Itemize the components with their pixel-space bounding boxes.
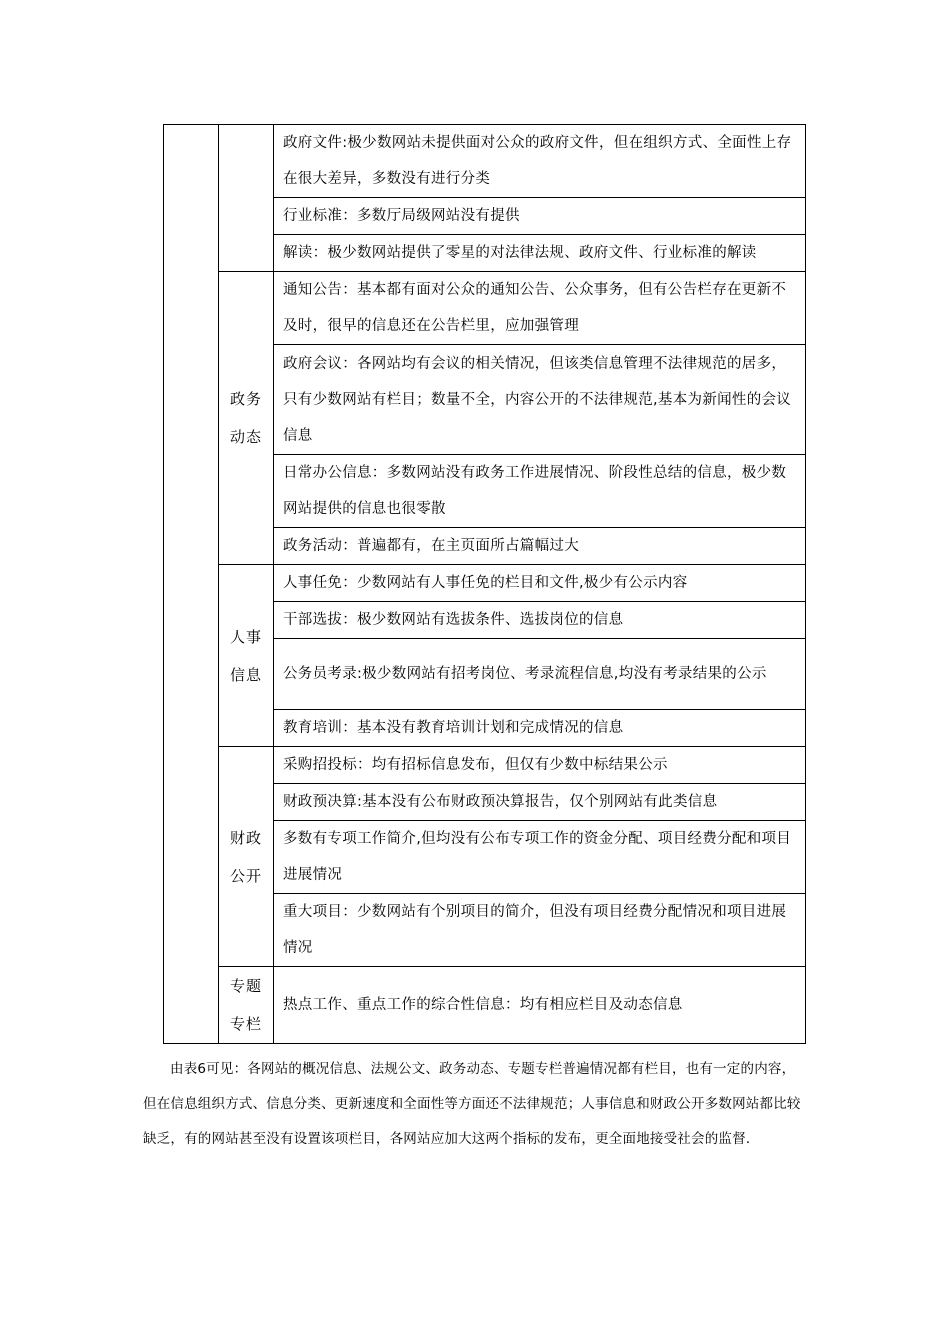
content-cell xyxy=(274,639,806,710)
content-text: 政务活动：普遍都有，在主页面所占篇幅过大 xyxy=(283,538,579,554)
category-cell xyxy=(219,967,274,1044)
content-text: 重大项目：少数网站有个别项目的简介，但没有项目经费分配情况和项目进展情况 xyxy=(283,904,787,956)
content-text: 政府会议：各网站均有会议的相关情况，但该类信息管理不法律规范的居多，只有少数网站有栏目；数量不全，内容公开的不法律规范,基本为新闻性的会议信息 xyxy=(283,355,792,444)
category-label: 专题专栏 xyxy=(229,977,262,1033)
content-text: 解读：极少数网站提供了零星的对法律法规、政府文件、行业标准的解读 xyxy=(283,245,757,261)
content-text: 采购招投标：均有招标信息发布，但仅有少数中标结果公示 xyxy=(283,757,668,773)
content-text: 人事任免：少数网站有人事任免的栏目和文件,极少有公示内容 xyxy=(283,575,688,591)
content-text: 干部选拔：极少数网站有选拔条件、选拔岗位的信息 xyxy=(283,612,624,628)
content-cell xyxy=(274,747,806,784)
category-cell xyxy=(219,272,274,565)
content-cell xyxy=(274,894,806,967)
content-cell xyxy=(274,345,806,455)
category-label: 财政公开 xyxy=(229,828,262,885)
content-text: 日常办公信息：多数网站没有政务工作进展情况、阶段性总结的信息，极少数网站提供的信息也很零散 xyxy=(283,465,787,517)
outer-category-cell xyxy=(164,125,219,1044)
evaluation-table xyxy=(163,124,806,1044)
content-text: 热点工作、重点工作的综合性信息：均有相应栏目及动态信息 xyxy=(283,997,683,1013)
table-row xyxy=(164,967,806,1044)
content-cell xyxy=(274,565,806,602)
category-label: 政务动态 xyxy=(229,390,262,446)
table-row xyxy=(164,565,806,602)
content-cell xyxy=(274,272,806,345)
content-text: 通知公告：基本都有面对公众的通知公告、公众事务，但有公告栏存在更新不及时，很早的信息还在公告栏里，应加强管理 xyxy=(283,282,787,334)
content-cell xyxy=(274,967,806,1044)
content-cell xyxy=(274,455,806,528)
content-cell xyxy=(274,198,806,235)
content-text: 行业标准：多数厅局级网站没有提供 xyxy=(283,208,520,224)
content-text: 教育培训：基本没有教育培训计划和完成情况的信息 xyxy=(283,720,624,736)
table-row xyxy=(164,747,806,784)
category-cell xyxy=(219,565,274,747)
table-row xyxy=(164,125,806,198)
content-text: 政府文件:极少数网站未提供面对公众的政府文件，但在组织方式、全面性上存在很大差异，多数没有进行分类 xyxy=(283,135,792,187)
content-cell xyxy=(274,602,806,639)
table-row xyxy=(164,272,806,345)
content-cell xyxy=(274,125,806,198)
content-text: 多数有专项工作简介,但均没有公布专项工作的资金分配、项目经费分配和项目进展情况 xyxy=(283,831,792,883)
content-cell xyxy=(274,528,806,565)
summary-paragraph: 由表6可见：各网站的概况信息、法规公文、政务动态、专题专栏普遍情况都有栏目，也有一定的内容，但在信息组织方式、信息分类、更新速度和全面性等方面还不法律规范；人事信息和财政公开多数网站都比较缺乏，有的网站甚至没有设置该项栏目，各网站应加大这两个指标的发布，更全面地接受社会的监督. xyxy=(143,1060,801,1147)
content-cell xyxy=(274,710,806,747)
content-cell xyxy=(274,235,806,272)
category-label: 人事信息 xyxy=(229,627,262,684)
category-cell xyxy=(219,125,274,272)
content-text: 财政预决算:基本没有公布财政预决算报告，仅个别网站有此类信息 xyxy=(283,794,718,810)
content-cell xyxy=(274,784,806,821)
content-text: 公务员考录:极少数网站有招考岗位、考录流程信息,均没有考录结果的公示 xyxy=(283,666,767,682)
category-cell xyxy=(219,747,274,967)
content-cell xyxy=(274,821,806,894)
